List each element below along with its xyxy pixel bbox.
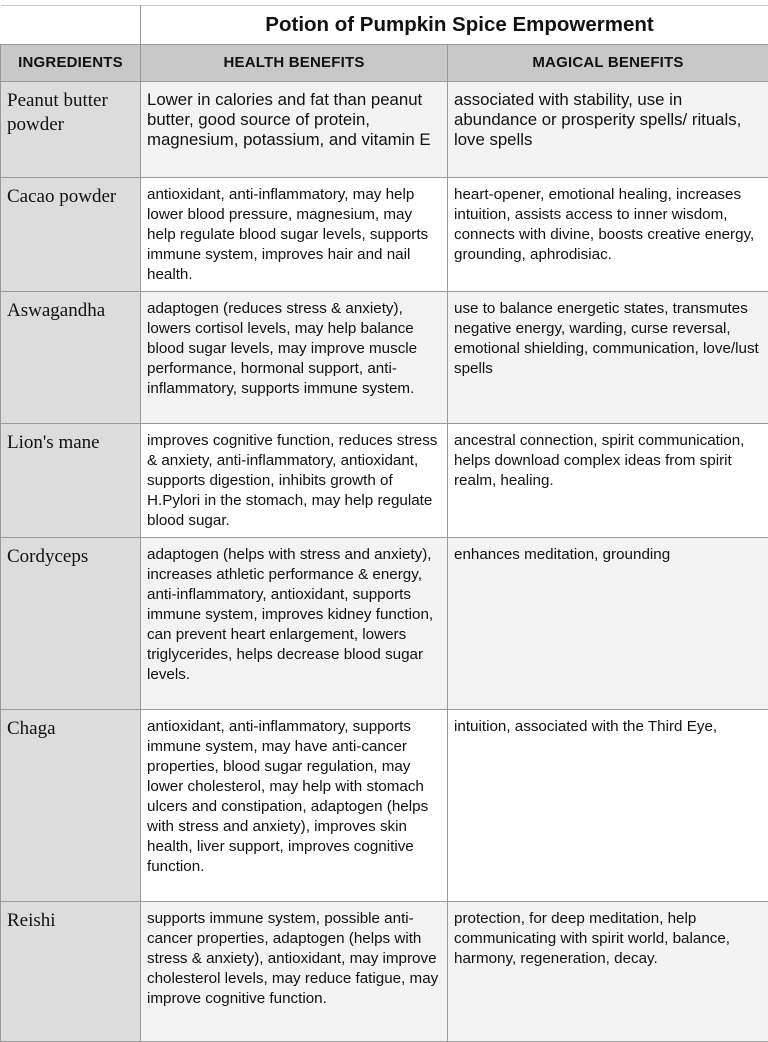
magical-cell: heart-opener, emotional healing, increases intuition, assists access to inner wisdom, connects with divine, boosts creative energy, grounding, aphrodisiac.	[448, 178, 768, 292]
title-blank-cell	[1, 6, 141, 45]
table-row	[1, 424, 768, 538]
table-row	[1, 82, 768, 178]
ingredient-cell: Lion's mane	[1, 424, 141, 538]
ingredient-cell: Cordyceps	[1, 538, 141, 710]
table-row	[1, 178, 768, 292]
health-cell: supports immune system, possible anti-cancer properties, adaptogen (helps with stress & anxiety), antioxidant, may improve cholesterol levels, may reduce fatigue, may improve cognitive function.	[141, 902, 448, 1042]
ingredient-cell: Aswagandha	[1, 292, 141, 424]
table-row	[1, 292, 768, 424]
header-ingredients: INGREDIENTS	[1, 45, 141, 82]
ingredient-cell: Cacao powder	[1, 178, 141, 292]
potion-table	[0, 5, 768, 1042]
health-cell: adaptogen (reduces stress & anxiety), lowers cortisol levels, may help balance blood sugar levels, may improve muscle performance, hormonal support, anti-inflammatory, supports immune system.	[141, 292, 448, 424]
magical-cell: intuition, associated with the Third Eye,	[448, 710, 768, 902]
table-row	[1, 538, 768, 710]
ingredient-cell: Reishi	[1, 902, 141, 1042]
magical-cell: protection, for deep meditation, help communicating with spirit world, balance, harmony, regeneration, decay.	[448, 902, 768, 1042]
table-row	[1, 902, 768, 1042]
magical-cell: associated with stability, use in abundance or prosperity spells/ rituals, love spells	[448, 82, 768, 178]
header-magical-benefits: MAGICAL BENEFITS	[448, 45, 768, 82]
health-cell: improves cognitive function, reduces stress & anxiety, anti-inflammatory, antioxidant, supports digestion, inhibits growth of H.Pylori in the stomach, may help regulate blood sugar.	[141, 424, 448, 538]
header-health-benefits: HEALTH BENEFITS	[141, 45, 448, 82]
header-row	[1, 45, 768, 82]
magical-cell: use to balance energetic states, transmutes negative energy, warding, curse reversal, emotional shielding, communication, love/lust spells	[448, 292, 768, 424]
page-title: Potion of Pumpkin Spice Empowerment	[141, 6, 768, 45]
ingredient-cell: Peanut butter powder	[1, 82, 141, 178]
magical-cell: ancestral connection, spirit communication, helps download complex ideas from spirit realm, healing.	[448, 424, 768, 538]
health-cell: antioxidant, anti-inflammatory, supports immune system, may have anti-cancer properties, blood sugar regulation, may lower cholesterol, may help with stomach ulcers and constipation, adaptogen (helps with stress and anxiety), improves skin health, liver support, improves cognitive function.	[141, 710, 448, 902]
health-cell: adaptogen (helps with stress and anxiety), increases athletic performance & energy, anti-inflammatory, antioxidant, supports immune system, improves kidney function, can prevent heart enlargement, lowers triglycerides, helps decrease blood sugar levels.	[141, 538, 448, 710]
table-row	[1, 710, 768, 902]
ingredient-cell: Chaga	[1, 710, 141, 902]
magical-cell: enhances meditation, grounding	[448, 538, 768, 710]
title-row	[1, 6, 768, 45]
health-cell: antioxidant, anti-inflammatory, may help lower blood pressure, magnesium, may help regulate blood sugar levels, supports immune system, improves hair and nail health.	[141, 178, 448, 292]
health-cell: Lower in calories and fat than peanut butter, good source of protein, magnesium, potassium, and vitamin E	[141, 82, 448, 178]
